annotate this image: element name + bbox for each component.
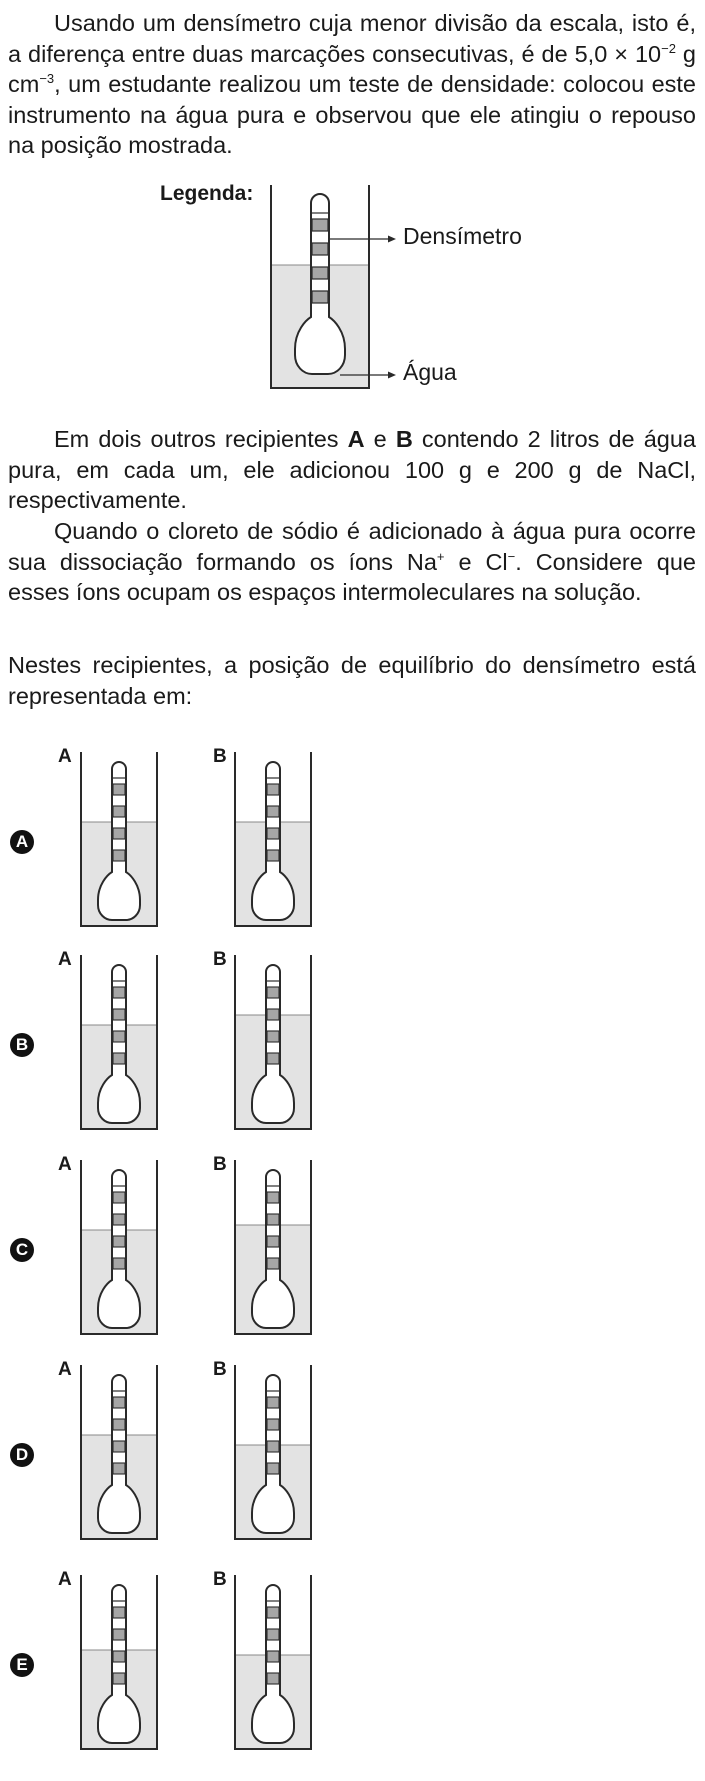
option-c-label-b: B bbox=[213, 1154, 227, 1175]
option-a-badge[interactable]: A bbox=[10, 830, 34, 854]
option-a-cylinder-b bbox=[234, 752, 312, 927]
paragraph-recipients bbox=[8, 424, 696, 516]
option-b-cylinder-b bbox=[234, 955, 312, 1130]
option-c-label-a: A bbox=[58, 1154, 72, 1175]
paragraph-dissociation bbox=[8, 516, 696, 608]
p2-text-3: contendo 2 litros de água pura, em cada um, ele adicionou 100 g e 200 g de NaCl, respectivamente. bbox=[8, 426, 696, 513]
option-a-cylinder-a bbox=[80, 752, 158, 927]
legend-cylinder bbox=[270, 185, 370, 390]
p2-text-1: Em dois outros recipientes bbox=[54, 426, 348, 452]
option-d-cylinder-b bbox=[234, 1365, 312, 1540]
option-c-cylinder-b bbox=[234, 1160, 312, 1335]
option-d-cylinder-a bbox=[80, 1365, 158, 1540]
p2-bold-a: A bbox=[347, 426, 365, 452]
p2-bold-b: B bbox=[395, 426, 413, 452]
option-e-badge[interactable]: E bbox=[10, 1653, 34, 1677]
exponent-1: −2 bbox=[661, 40, 676, 56]
option-a-label-a: A bbox=[58, 746, 72, 767]
option-a-label-b: B bbox=[213, 746, 227, 767]
option-e-cylinder-b bbox=[234, 1575, 312, 1750]
legend-densimeter bbox=[295, 194, 345, 374]
option-d-label-a: A bbox=[58, 1359, 72, 1380]
intro-text-2: g cm bbox=[8, 40, 696, 97]
sodium-charge: + bbox=[436, 548, 445, 564]
option-c-cylinder-a bbox=[80, 1160, 158, 1335]
option-b-badge[interactable]: B bbox=[10, 1033, 34, 1057]
exponent-2: −3 bbox=[39, 71, 55, 86]
p3-text-2: e Cl bbox=[444, 548, 508, 575]
densimeter-label: Densímetro bbox=[403, 223, 522, 249]
option-d-label-b: B bbox=[213, 1359, 227, 1380]
intro-text-3: , um estudante realizou um teste de densidade: colocou este instrumento na água pura e observou que ele atingiu o repouso na posição mostrada. bbox=[8, 71, 696, 158]
option-b-label-a: A bbox=[58, 949, 72, 970]
option-b-cylinder-a bbox=[80, 955, 158, 1130]
chloride-charge: − bbox=[507, 548, 516, 564]
option-e-label-a: A bbox=[58, 1569, 72, 1590]
question-stem: Nestes recipientes, a posição de equilíbrio do densímetro está representada em: bbox=[8, 652, 696, 709]
p3-text-1: Quando o cloreto de sódio é adicionado à água pura ocorre sua dissociação formando os íons Na bbox=[8, 518, 696, 575]
option-b-label-b: B bbox=[213, 949, 227, 970]
legend-title: Legenda: bbox=[160, 182, 254, 205]
water-label: Água bbox=[403, 359, 457, 385]
option-e-label-b: B bbox=[213, 1569, 227, 1590]
p3-text-3: . Considere que esses íons ocupam os espaços intermoleculares na solução. bbox=[8, 548, 696, 605]
option-e-cylinder-a bbox=[80, 1575, 158, 1750]
p2-text-2: e bbox=[364, 426, 396, 452]
option-d-badge[interactable]: D bbox=[10, 1443, 34, 1467]
intro-text-1: Usando um densímetro cuja menor divisão da escala, isto é, a diferença entre duas marcações consecutivas, é de 5,0 × 10 bbox=[8, 10, 696, 67]
intro-paragraph bbox=[8, 8, 696, 161]
option-c-badge[interactable]: C bbox=[10, 1238, 34, 1262]
